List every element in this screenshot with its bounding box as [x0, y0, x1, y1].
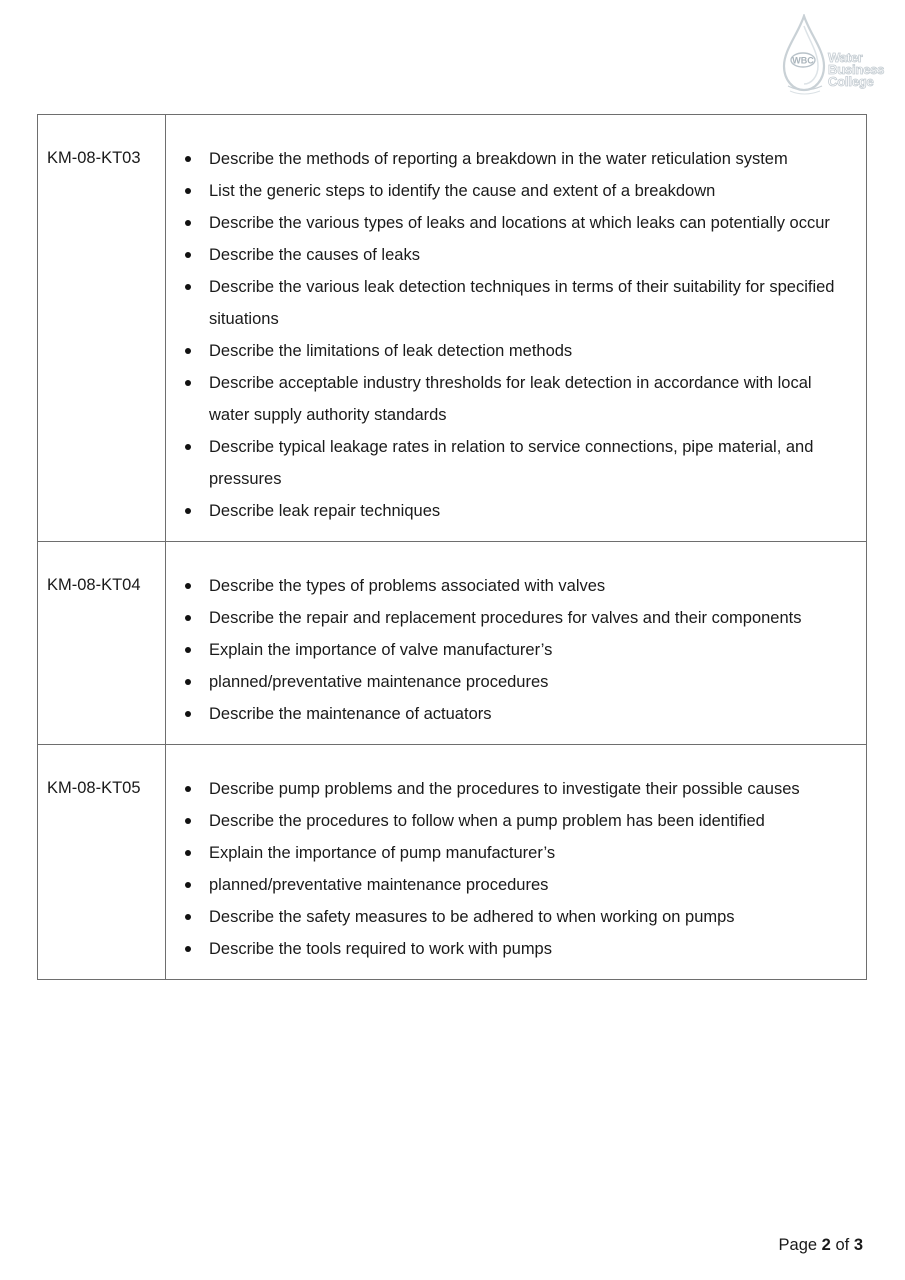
bullet-icon	[185, 284, 191, 290]
bullet-icon	[185, 914, 191, 920]
list-item-text: Describe the causes of leaks	[209, 246, 420, 264]
logo-line: Business	[828, 62, 885, 77]
list-item-text: Describe the procedures to follow when a pump problem has been identified	[209, 812, 765, 830]
list-item	[166, 602, 846, 634]
bullet-icon	[185, 818, 191, 824]
list-item	[166, 271, 846, 335]
list-item	[166, 495, 846, 527]
bullet-icon	[185, 156, 191, 162]
table-row	[38, 745, 867, 980]
list-item-text: Explain the importance of pump manufacturer’s	[209, 844, 556, 862]
module-code: KM-08-KT04	[38, 542, 166, 745]
list-item	[166, 207, 846, 239]
list-item	[166, 634, 846, 666]
bullet-icon	[185, 348, 191, 354]
list-item-text: Explain the importance of valve manufacturer’s	[209, 641, 553, 659]
bullet-icon	[185, 711, 191, 717]
logo-badge: WBC	[792, 55, 814, 66]
bullet-icon	[185, 679, 191, 685]
bullet-icon	[185, 444, 191, 450]
list-item	[166, 367, 846, 431]
list-item	[166, 175, 846, 207]
list-item	[166, 570, 846, 602]
list-item-text: Describe the repair and replacement procedures for valves and their components	[209, 609, 802, 627]
bullet-icon	[185, 188, 191, 194]
list-item-text: Describe the various types of leaks and locations at which leaks can potentially occur	[209, 214, 830, 232]
list-item-text: Describe pump problems and the procedures to investigate their possible causes	[209, 780, 800, 798]
list-item-text: Describe typical leakage rates in relation to service connections, pipe material, and pressures	[209, 438, 814, 488]
bullet-icon	[185, 252, 191, 258]
knowledge-module-table	[37, 114, 867, 980]
college-logo	[780, 14, 895, 96]
list-item	[166, 869, 846, 901]
list-item-text: Describe the various leak detection techniques in terms of their suitability for specified situations	[209, 278, 835, 328]
total-pages: 3	[853, 1236, 863, 1254]
bullet-icon	[185, 850, 191, 856]
module-code: KM-08-KT05	[38, 745, 166, 980]
list-item	[166, 901, 846, 933]
list-item	[166, 698, 846, 730]
list-item-text: Describe the maintenance of actuators	[209, 705, 492, 723]
list-item-text: Describe the safety measures to be adhered to when working on pumps	[209, 908, 735, 926]
list-item	[166, 666, 846, 698]
list-item-text: Describe acceptable industry thresholds for leak detection in accordance with local water supply authority standards	[209, 374, 812, 424]
list-item-text: List the generic steps to identify the cause and extent of a breakdown	[209, 182, 716, 200]
bullet-icon	[185, 647, 191, 653]
bullet-icon	[185, 583, 191, 589]
bullet-icon	[185, 615, 191, 621]
bullet-icon	[185, 508, 191, 514]
list-item	[166, 805, 846, 837]
topic-list	[166, 773, 846, 965]
list-item	[166, 239, 846, 271]
topic-list	[166, 570, 846, 730]
list-item	[166, 335, 846, 367]
bullet-icon	[185, 220, 191, 226]
list-item-text: Describe the methods of reporting a breakdown in the water reticulation system	[209, 150, 788, 168]
logo-line: College	[828, 74, 874, 89]
module-code: KM-08-KT03	[38, 115, 166, 542]
logo-line: Water	[828, 50, 863, 65]
list-item	[166, 431, 846, 495]
bullet-icon	[185, 786, 191, 792]
water-drop-icon	[780, 14, 828, 96]
list-item	[166, 143, 846, 175]
list-item	[166, 933, 846, 965]
page-label: Page	[778, 1236, 818, 1254]
topic-list	[166, 143, 846, 527]
page-of-label: of	[835, 1236, 850, 1254]
topic-cell	[166, 542, 867, 745]
bullet-icon	[185, 882, 191, 888]
page-number	[779, 1236, 863, 1255]
topic-cell	[166, 745, 867, 980]
list-item-text: Describe leak repair techniques	[209, 502, 441, 520]
list-item	[166, 773, 846, 805]
list-item	[166, 837, 846, 869]
list-item-text: planned/preventative maintenance procedures	[209, 876, 549, 894]
list-item-text: Describe the limitations of leak detection methods	[209, 342, 573, 360]
bullet-icon	[185, 946, 191, 952]
list-item-text: Describe the types of problems associated with valves	[209, 577, 606, 595]
table-row	[38, 542, 867, 745]
list-item-text: Describe the tools required to work with pumps	[209, 940, 552, 958]
topic-cell	[166, 115, 867, 542]
bullet-icon	[185, 380, 191, 386]
logo-wordmark	[828, 52, 884, 88]
list-item-text: planned/preventative maintenance procedures	[209, 673, 549, 691]
current-page: 2	[821, 1236, 831, 1254]
table-row	[38, 115, 867, 542]
